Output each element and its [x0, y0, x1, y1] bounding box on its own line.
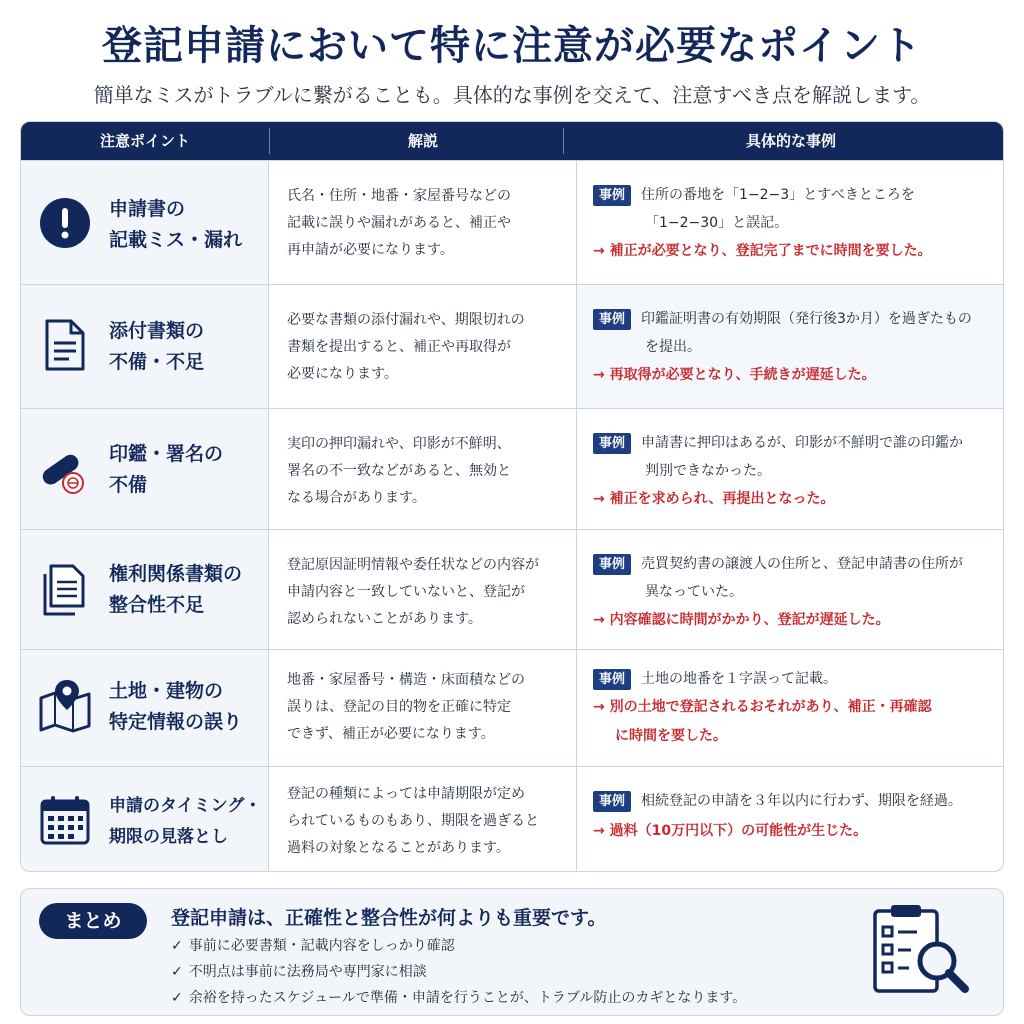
point-title: 印鑑・署名の 不備 [109, 443, 224, 496]
example-result: に時間を要した。 [615, 728, 727, 744]
point-title: 申請のタイミング・ 期限の見落とし [109, 796, 262, 847]
table-row [21, 529, 1004, 649]
example-badge: 事例 [593, 791, 631, 812]
example-cell: 事例 土地の地番を１字誤って記載。 → 別の土地で登記されるおそれがあり、補正・再確認 に時間を要した。 [577, 650, 1004, 766]
table-row [21, 649, 1004, 766]
header-example: 具体的な事例 [745, 132, 836, 150]
example-badge: 事例 [593, 309, 631, 330]
point-title: 権利関係書類の 整合性不足 [109, 563, 243, 616]
summary-item: ✓ 事前に必要書類・記載内容をしっかり確認 [171, 938, 455, 954]
check-icon: ✓ [171, 938, 183, 954]
check-icon: ✓ [171, 964, 183, 980]
summary-headline: 登記申請は、正確性と整合性が何よりも重要です。 [171, 907, 607, 929]
point-cell [21, 530, 269, 649]
example-cell: 事例 相続登記の申請を３年以内に行わず、期限を経過。 → 過料（10万円以下）の可能性が生じた。 [577, 767, 1004, 872]
example-cell: 事例 住所の番地を「1−2−3」とすべきところを 「1−2−30」と誤記。 → 補正が必要となり、登記完了までに時間を要した。 [577, 161, 1004, 284]
example-result: → 過料（10万円以下）の可能性が生じた。 [593, 823, 868, 839]
point-title: 申請書の 記載ミス・漏れ [109, 198, 243, 251]
example-badge: 事例 [593, 185, 631, 206]
example-result: → 補正が必要となり、登記完了までに時間を要した。 [593, 243, 932, 259]
point-cell [21, 161, 269, 284]
clipboard-magnifier-icon [867, 901, 977, 1005]
summary-badge: まとめ [39, 903, 147, 939]
map-pin-icon [37, 678, 93, 734]
table-row [21, 284, 1004, 408]
caution-table [20, 121, 1004, 872]
example-result: → 内容確認に時間がかかり、登記が遅延した。 [593, 612, 890, 628]
explanation-cell: 実印の押印漏れや、印影が不鮮明、 署名の不一致などがあると、無効と なる場合があります。 [269, 409, 577, 529]
documents-icon [37, 562, 93, 618]
point-cell [21, 650, 269, 766]
check-icon: ✓ [171, 990, 183, 1006]
summary-item: ✓ 不明点は事前に法務局や専門家に相談 [171, 964, 427, 980]
calendar-icon [37, 793, 93, 849]
table-row [21, 408, 1004, 529]
point-title: 添付書類の 不備・不足 [109, 320, 205, 373]
header-explanation: 解説 [407, 132, 438, 150]
example-badge: 事例 [593, 554, 631, 575]
example-badge: 事例 [593, 669, 631, 690]
exclamation-icon [37, 195, 93, 251]
header-divider [563, 128, 564, 154]
page-title: 登記申請において特に注意が必要なポイント [102, 23, 922, 69]
example-result: → 別の土地で登記されるおそれがあり、補正・再確認 [593, 699, 932, 715]
table-header [21, 122, 1004, 160]
summary-box [20, 888, 1004, 1016]
explanation-cell: 登記原因証明情報や委任状などの内容が 申請内容と一致していないと、登記が 認められないことがあります。 [269, 530, 577, 649]
explanation-cell: 地番・家屋番号・構造・床面積などの 誤りは、登記の目的物を正確に特定 できず、補正が必要になります。 [269, 650, 577, 766]
example-cell: 事例 売買契約書の譲渡人の住所と、登記申請書の住所が 異なっていた。 → 内容確認に時間がかかり、登記が遅延した。 [577, 530, 1004, 649]
example-result: → 再取得が必要となり、手続きが遅延した。 [593, 367, 876, 383]
page-subtitle: 簡単なミスがトラブルに繋がることも。具体的な事例を交えて、注意すべき点を解説します。 [93, 83, 931, 107]
example-badge: 事例 [593, 433, 631, 454]
example-result: → 補正を求められ、再提出となった。 [593, 491, 835, 507]
example-cell: 事例 申請書に押印はあるが、印影が不鮮明で誰の印鑑か 判別できなかった。 → 補正を求められ、再提出となった。 [577, 409, 1004, 529]
summary-item: ✓ 余裕を持ったスケジュールで準備・申請を行うことが、トラブル防止のカギとなります。 [171, 990, 747, 1006]
explanation-cell: 氏名・住所・地番・家屋番号などの 記載に誤りや漏れがあると、補正や 再申請が必要になります。 [269, 161, 577, 284]
point-cell [21, 409, 269, 529]
explanation-cell: 必要な書類の添付漏れや、期限切れの 書類を提出すると、補正や再取得が 必要になります。 [269, 285, 577, 408]
point-title: 土地・建物の 特定情報の誤り [109, 680, 243, 733]
header-point: 注意ポイント [99, 132, 190, 150]
example-cell: 事例 印鑑証明書の有効期限（発行後3か月）を過ぎたもの を提出。 → 再取得が必要となり、手続きが遅延した。 [577, 285, 1004, 408]
explanation-cell: 登記の種類によっては申請期限が定め られているものもあり、期限を過ぎると 過料の対象となることがあります。 [269, 767, 577, 872]
table-row [21, 160, 1004, 284]
seal-stamp-icon [37, 441, 93, 497]
document-icon [37, 317, 93, 373]
point-cell [21, 767, 269, 872]
point-cell [21, 285, 269, 408]
table-row [21, 766, 1004, 872]
